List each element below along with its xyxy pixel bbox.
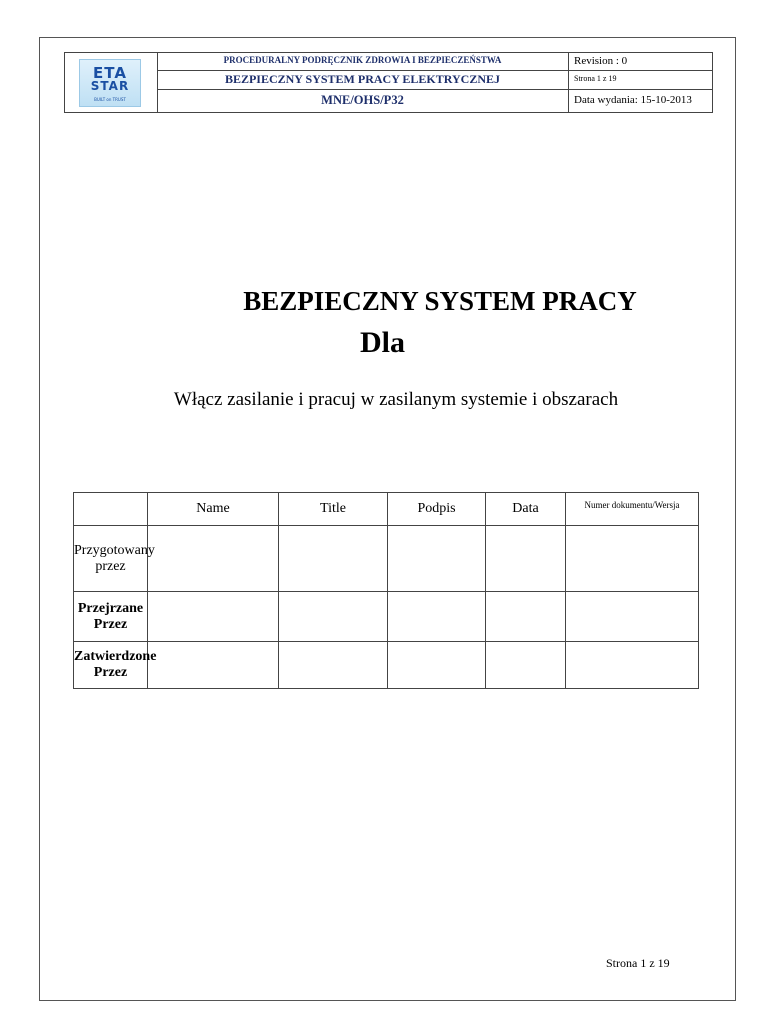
row-label: Przejrzane Przez [74,592,148,642]
logo-line1: ETA [93,64,127,82]
column-header [74,493,148,526]
header-titles [157,53,569,112]
logo-cell [65,53,158,112]
footer-page-number: Strona 1 z 19 [606,956,670,970]
column-header: Numer dokumentu/Wersja [566,493,699,526]
doc-number-cell[interactable] [566,526,699,592]
signature-cell[interactable] [388,526,486,592]
date-cell[interactable] [486,592,566,642]
doc-number-cell[interactable] [566,642,699,689]
name-cell[interactable] [148,526,279,592]
signoff-table [73,492,699,689]
column-header: Title [279,493,388,526]
issue-date: Data wydania: 15-10-2013 [574,94,692,106]
document-header [64,52,713,113]
column-header: Data [486,493,566,526]
name-cell[interactable] [148,592,279,642]
main-title: BEZPIECZNY SYSTEM PRACY [243,286,637,316]
table-header-row [74,493,699,526]
name-cell[interactable] [148,642,279,689]
title-cell[interactable] [279,526,388,592]
date-cell[interactable] [486,642,566,689]
company-logo [79,59,141,107]
title-cell[interactable] [279,642,388,689]
revision: Revision : 0 [574,55,628,67]
signature-cell[interactable] [388,642,486,689]
table-row [74,526,699,592]
column-header: Name [148,493,279,526]
doc-code: MNE/OHS/P32 [321,93,404,107]
signature-cell[interactable] [388,592,486,642]
logo-line2: STAR [90,79,130,93]
title-cell[interactable] [279,592,388,642]
row-label: Zatwierdzone Przez [74,642,148,689]
logo-tagline: BUILT on TRUST [94,97,126,102]
doc-number-cell[interactable] [566,592,699,642]
doc-title: BEZPIECZNY SYSTEM PRACY ELEKTRYCZNEJ [224,72,501,86]
row-label: Przygotowany przez [74,526,148,592]
table-row [74,592,699,642]
column-header: Podpis [388,493,486,526]
main-title-line2: Dla [360,326,405,359]
table-row [74,642,699,689]
date-cell[interactable] [486,526,566,592]
header-page: Strona 1 z 19 [574,74,617,83]
header-meta [568,53,712,112]
subtitle: Włącz zasilanie i pracuj w zasilanym systemie i obszarach [173,389,619,410]
manual-title: PROCEDURALNY PODRĘCZNIK ZDROWIA I BEZPIECZEŃSTWA [223,55,502,65]
